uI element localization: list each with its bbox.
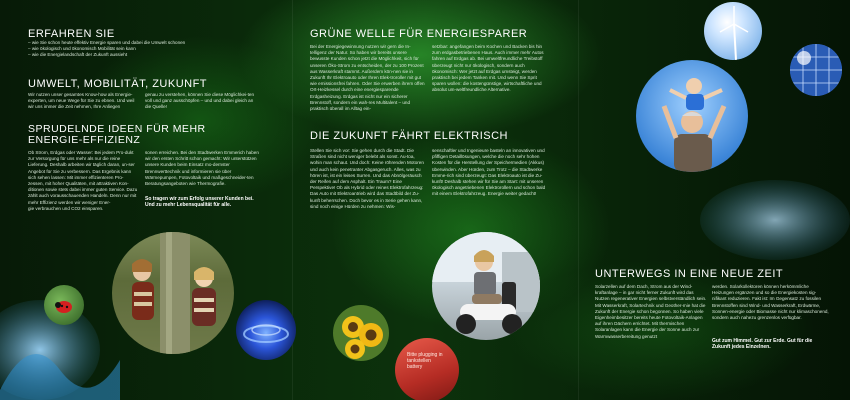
- ideen-text-col2: gie verbrauchen und CO2 einsparen.: [28, 206, 104, 211]
- plug-label: Bitte plugging in tankstellen battery: [407, 352, 443, 370]
- bullet-item: – wie die Energielandschaft der Zukunft aussieht: [28, 52, 278, 58]
- children-tree-photo: [112, 232, 234, 354]
- heading-welle: GRÜNE WELLE FÜR ENERGIESPARER: [310, 28, 528, 40]
- heading-zukunft: DIE ZUKUNFT FÄHRT ELEKTRISCH: [310, 130, 508, 142]
- unterwegs-bold-text: Gut zum Himmel. Gut zur Erde. Gut für die Zukunft jedes Einzelnen.: [712, 338, 813, 351]
- solar-panel-photo: [790, 44, 842, 96]
- flame-icon: [236, 300, 296, 360]
- welle-text-col1: Bei der Energiegewinnung nutzen wir gern die In-telligenz der Natur. So haben wir bereits unsere bewusste Kunden schon jetzt die Möglichkeit, sich für unseren Öko-Strom zu entscheiden, der zu 100 Prozent aus Wasserkraft stammt. Außerdem kön-nen sie in Zukunft Ihr Elektroauto oder Ihren Elek-troroller mit gut wie emissionsfrei fahren. Oder Sie erwerben ihrem offen Ort-Heizkessel durch eine energiesparende Erdgasheizung. Erdgas ist nicht nur ein sicherer Brennstoff, sondern ein wah-res Multitalent – und praktisch überall im Alltag ein-: [310, 44, 425, 112]
- heading-umwelt: UMWELT, MOBILITÄT, ZUKUNFT: [28, 78, 208, 90]
- heading-unterwegs: UNTERWEGS IN EINE NEUE ZEIT: [595, 268, 784, 280]
- sunflower-icon: [333, 305, 389, 361]
- zukunft-text-col2: senschaftler und Ingenieure basteln an innovativen und pfiffigen Detaillösungen, welche die noch sehr hohen Kosten für die Herstellung der Speichermedien (Akkus) überwinden. Aber Hürden, zum Trotz – die Stadtwerke Emme-rich sind überzeugt: Das Elektroauto ist die Zu-kunft! Deshalb stehen wir für Sie am Start: mit unseren ökologisch angetriebenen Elektrorollern und schon bald mit einem Elektrofahrzeug. Energie weiter gedacht!: [432, 148, 546, 197]
- heading-ideen: SPRUDELNDE IDEEN FÜR MEHR ENERGIE-EFFIZIENZ: [28, 123, 206, 146]
- wind-turbine-icon: [704, 2, 762, 60]
- unterwegs-text-col1: Solarzellen auf dem Dach, Strom aus der Wind-kraftanlage – in gar nicht ferner Zukunft wird das Nutzen regenerativer Energien selbstverständlich sein. Mit Wasserkraft, Solartechnik und Geother-mie hat die Zukunft der Energie schon begonnen. So haben viele Eigenheimbesitzer bereits heute Fotovoltaik-Anlagen auf ihren Dächern errichtet. Mit thermischen Solaranlagen kann die Energie der Sonne auch zur Warmwasserbereitung genutzt: [595, 284, 707, 339]
- sunflower-photo: [333, 305, 389, 361]
- charging-plug-photo: [395, 338, 459, 400]
- water-splash-right: [700, 165, 850, 265]
- umwelt-text-col2: genau zu verstehen, können Sie diese Möglichkei-ten voll und ganz ausschöpfen – und und dabei gleich an die Quelle!: [145, 92, 255, 110]
- father-child-photo: [636, 60, 748, 172]
- bullet-item: – wie Sie schon heute effektiv Energie sparen und dabei die Umwelt schonen: [28, 40, 278, 46]
- ideen-text-col3: sonen erreichen. Bei den Stadtwerken Emmerich haben wir den ersten Schritt schon gemacht: Wir unterstützen unsere Kunden beim Einsatz mo-dernster Brennwerttechnik und informieren sie über Wärmepumpen, Fotovoltaik und maßgeschneider-ten Beratungsangeboten wie Thermografie.: [145, 150, 259, 187]
- ladybug-icon: [44, 285, 84, 325]
- welle-text-col2: setzbar: angefangen beim Kochen und Backen bis hin zum erdgasbetriebenen Haus. Auch immer mehr Autos fahren auf Erdgas ab. Bei umweltfreundliche Treibstoff überzeugt nicht nur ökologisch, sondern auch ökonomisch: Wer jetzt auf Erdgas umsteigt, werden praktisch bei jedem Tanken mit. Und wenn Sie Sprit sparen wollen: die kostengünstige, wirtschaftliche und absolut um-weltfreundliche Alternative.: [432, 44, 544, 93]
- bullet-item: – wie ökologisch und ökonomisch Mobilität sein kann: [28, 46, 278, 52]
- heading-erfahren: ERFAHREN SIE: [28, 28, 115, 40]
- gas-flame-photo: [236, 300, 296, 360]
- unterwegs-text-col2: werden. Solarkollektoren können herkömmliche Heizungen ergänzen und so die Energiekosten sig-nifikant reduzieren. Fakt ist: Im Gegensatz zu fossilen Brennstoffen sind Wind- und Wasserkraft, Erdwärme, Sonnen-energie oder Biomasse nicht nur klimaschonend, sondern auch nahezu grenzenlos verfügbar.: [712, 284, 829, 321]
- solar-panel-icon: [790, 44, 842, 96]
- wind-turbine-photo: [704, 2, 762, 60]
- zukunft-text-col1: Stellen Sie sich vor: Sie gehen durch die Stadt. Die Straßen sind nicht weniger belebt als sonst. Au-toa, wohin man schaut. Und doch: Keine röhrenden Motoren und auch kein penetranter Abgasgeruch. Alles, was zu hören ist, ist ein leises Surren. Und das Abnölgeräusch der Reifen auf dem Asphalt. Ein Traum? Eine Perspektive! Ob als Hybrid oder reines Elektrofahrzeug: Das Auto mit Elektroantrieb wird das Stadtbild der Zu-kunft beherrschen. Doch bevor es in Serie gehen kann, sind noch einige Hürden zu nehmen: Wis-: [310, 148, 424, 209]
- scooter-illustration: [432, 232, 540, 340]
- scooter-woman-photo: [432, 232, 540, 340]
- ideen-bold-text: So tragen wir zum Erfolg unserer Kunden bei. Und zu mehr Lebensqualität für alle.: [145, 196, 254, 209]
- fold-line-right: [578, 0, 579, 400]
- father-child-illustration: [636, 60, 748, 172]
- ladybug-photo: [44, 285, 84, 325]
- ideen-text-col1: Ob Strom, Erdgas oder Wasser: Bei jedem Pro-dukt zur Versorgung für uns mehr als nur die reine Lieferung. Deshalb arbeiten wir täglich daran, un-ser Angebot für Sie zu verbessern. Das Ergebnis kann sich sehen lassen: Mit immer effizienteren Pro-zessen, mit hoher Qualitäten, mit attraktiven Kon-ditionen sowie stets dabei immer guten Service. Dazu zählt auch vorausschauenden Handeln. Denn nur mit mehr Effizienz werden wir weniger Ener-: [28, 150, 138, 205]
- bullet-list: [28, 40, 278, 59]
- umwelt-text-col1: Wir nutzen unser gesamtes Know-how als Energie-experten, um neue Wege für Sie zu ebnen. Und weil wir uns immer die Zeit nehmen, Ihre Anliegen: [28, 92, 135, 110]
- tree-children-illustration: [112, 232, 234, 354]
